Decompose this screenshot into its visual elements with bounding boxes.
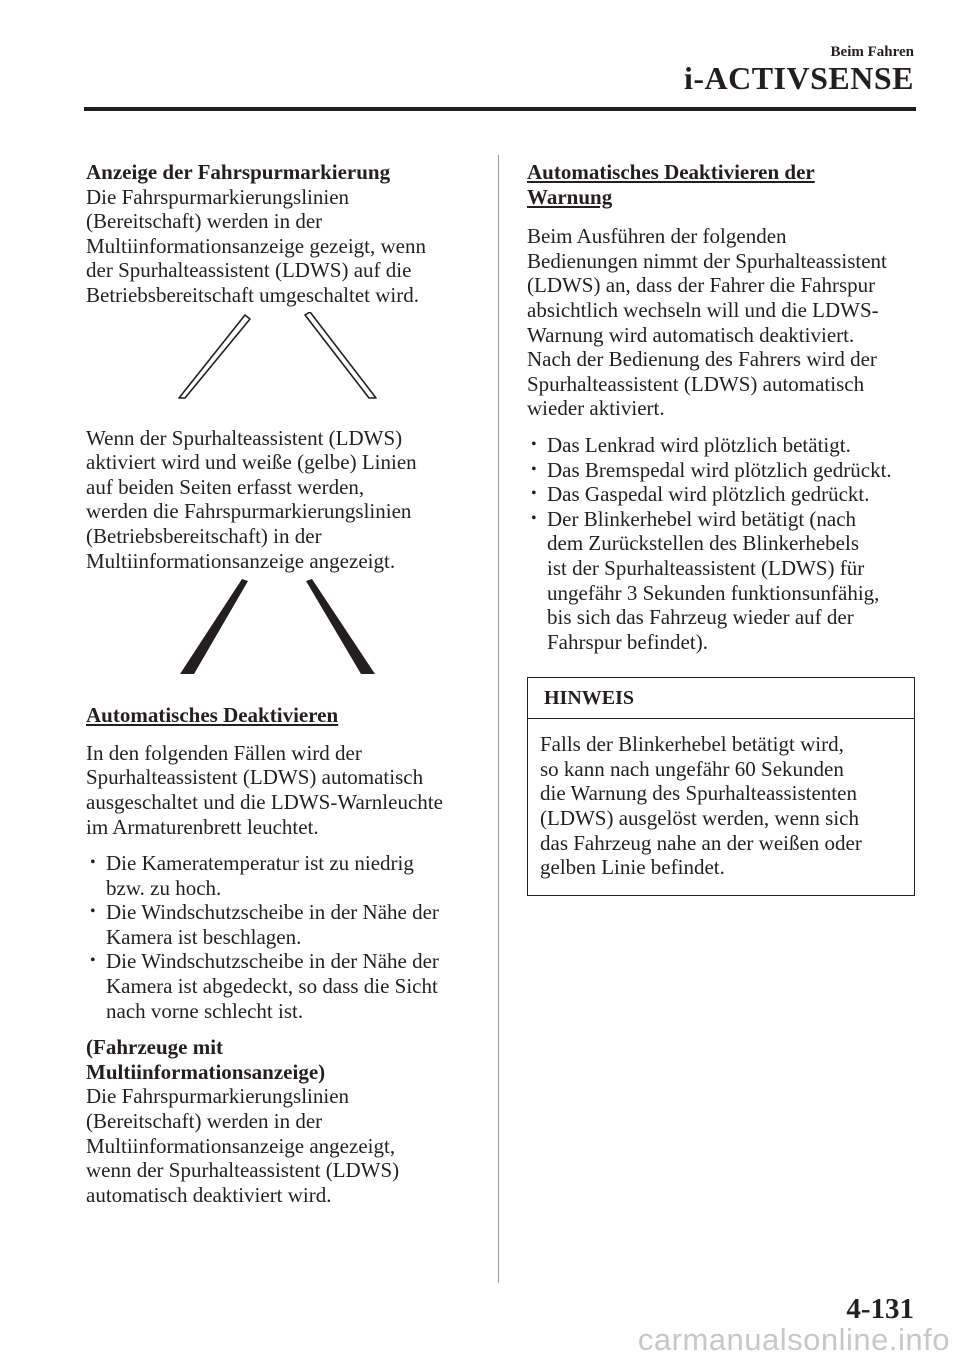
left-lane-line-outline [179, 315, 250, 398]
note-title: HINWEIS [528, 678, 914, 719]
deactivation-conditions-list [86, 851, 478, 1023]
right-lane-line-outline [305, 312, 376, 398]
list-item: • Das Lenkrad wird plötzlich betätigt. [527, 433, 919, 458]
driver-operations-list [527, 433, 919, 654]
heading-auto-warning-deactivation: Automatisches Deaktivieren der Warnung [527, 160, 815, 209]
lane-lines-active-figure [86, 579, 478, 695]
paragraph-standby-lines: Die Fahrspurmarkierungslinien (Bereitschaft) werden in der Multiinformationsanzeige gezeigt, wenn der Spurhalteassistent (LDWS) auf die Betriebsbereitschaft umgeschaltet wird. [86, 184, 426, 307]
lane-lines-standby-figure [86, 312, 478, 422]
list-item: • Der Blinkerhebel wird betätigt (nach dem Zurückstellen des Blinkerhebels ist der Spurhalteassistent (LDWS) für ungefähr 3 Sekunden funktionsunfähig, bis sich das Fahrzeug wieder auf der Fahrspur befindet). [527, 507, 919, 655]
note-box [527, 677, 915, 896]
paragraph-auto-deactivation: In den folgenden Fällen wird der Spurhalteassistent (LDWS) automatisch ausgeschaltet und die LDWS-Warnleuchte im Armaturenbrett leuchtet. [86, 740, 443, 839]
header-rule [84, 107, 916, 111]
chapter-title: i-ACTIVSENSE [683, 60, 914, 96]
right-lane-line-solid [306, 579, 375, 674]
paragraph-warning-deactivation: Beim Ausführen der folgenden Bedienungen nimmt der Spurhalteassistent (LDWS) an, dass der Fahrer die Fahrspur absichtlich wechseln will und die LDWS- Warnung wird automatisch deaktiviert. Nach der Bedienung des Fahrers wird der Spurhalteassistent (LDWS) automatisch wieder aktiviert. [527, 224, 887, 421]
right-column [527, 160, 919, 896]
heading-auto-deactivation: Automatisches Deaktivieren [86, 703, 339, 728]
list-item: • Die Windschutzscheibe in der Nähe der Kamera ist abgedeckt, so dass die Sicht nach vorne schlecht ist. [86, 949, 478, 1023]
watermark: carmanualsonline.info [637, 1322, 950, 1357]
left-column [86, 160, 478, 1207]
page-number: 4-131 [846, 1293, 914, 1325]
list-item: • Die Windschutzscheibe in der Nähe der Kamera ist beschlagen. [86, 900, 478, 949]
heading-lane-marking-display: Anzeige der Fahrspurmarkierung [86, 160, 391, 184]
list-item: • Die Kameratemperatur ist zu niedrig bzw. zu hoch. [86, 851, 478, 900]
section-label: Beim Fahren [830, 44, 914, 60]
column-divider [498, 155, 499, 1283]
list-item: • Das Gaspedal wird plötzlich gedrückt. [527, 482, 919, 507]
left-lane-line-solid [180, 579, 248, 674]
note-text: Falls der Blinkerhebel betätigt wird, so kann nach ungefähr 60 Sekunden die Warnung des Spurhalteassistenten (LDWS) ausgelöst werden, wenn sich das Fahrzeug nahe an der weißen oder gelben Linie befindet. [540, 732, 862, 880]
paragraph-active-lines: Wenn der Spurhalteassistent (LDWS) aktiviert wird und weiße (gelbe) Linien auf beiden Seiten erfasst werden, werden die Fahrspurmarkierungslinien (Betriebsbereitschaft) in der Multiinformationsanzeige angezeigt. [86, 425, 417, 573]
paragraph-auto-deactivated-lines: Die Fahrspurmarkierungslinien (Bereitschaft) werden in der Multiinformationsanzeige angezeigt, wenn der Spurhalteassistent (LDWS) automatisch deaktiviert wird. [86, 1084, 400, 1207]
heading-vehicles-with-display: (Fahrzeuge mit Multiinformationsanzeige) [86, 1035, 326, 1084]
list-item: • Das Bremspedal wird plötzlich gedrückt. [527, 458, 919, 483]
